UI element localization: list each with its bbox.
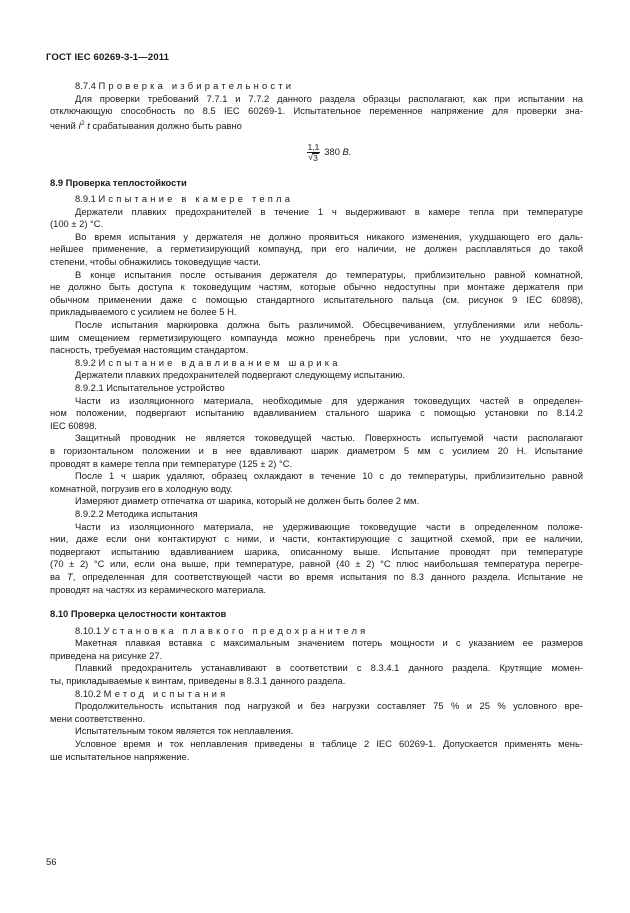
paragraph (75, 725, 583, 738)
subsection-title-8-9-2-1: 8.9.2.1 Испытательное устройство (75, 382, 225, 393)
paragraph (75, 738, 583, 751)
text-fragment: , определенная для соответствующей части во время испытания по 8.3 данного раздела. Испытание не (72, 570, 583, 582)
paragraph (50, 118, 583, 133)
paragraph (50, 445, 583, 458)
paragraph (75, 269, 583, 282)
paragraph (75, 662, 583, 675)
text-line: подвергают испытанию вдавливанием шарика, описанному выше. Испытание проводят при температуре (50, 545, 583, 557)
text-line: ном положении, подвергают испытанию вдавливанием стального шарика с помощью установки по 8.14.2 (50, 407, 583, 419)
subsection-number: 8.9.2 (75, 356, 99, 368)
temperature-symbol: T (67, 570, 73, 582)
paragraph (75, 495, 583, 508)
text-line: отключающую способность по 8.5 IEC 60269-1. Испытательное переменное напряжение для проверки зна- (50, 105, 583, 117)
paragraph (50, 294, 583, 307)
subsection-title-text (75, 80, 294, 91)
text-line: Условное время и ток неплавления приведены в таблице 2 IEC 60269-1. Допускается применять мень- (75, 738, 583, 750)
subsection-spaced-title: Испытание в камере тепла (98, 193, 294, 205)
document-body (50, 80, 583, 763)
text-line: комнатной, погрузив его в холодную воду. (50, 482, 233, 494)
paragraph (75, 93, 583, 106)
paragraph (75, 231, 583, 244)
subsection-number: 8.10.2 (75, 687, 104, 699)
text-line: проводят на частях из керамического материала. (50, 583, 266, 595)
text-line: Держатели плавких предохранителей в течение 1 ч выдерживают в камере тепла при температуре (75, 205, 583, 217)
subsection-title-text (75, 625, 368, 636)
text-line: в горизонтальном положении и в нее вдавливают шарик диаметром 5 мм с усилием 20 Н. Испытание (50, 444, 583, 456)
text-line: Держатели плавких предохранителей подвергают следующему испытанию. (75, 369, 406, 381)
paragraph (50, 650, 583, 663)
paragraph (50, 675, 583, 688)
text-line: После испытания маркировка должна быть различимой. Обесцвечиванием, углублениями или неболь- (75, 319, 583, 331)
text-line: не должно быть доступа к токоведущим частям, которые обычно недоступны при монтаже держателя при (50, 281, 583, 293)
subsection-spaced-title: Метод испытания (103, 687, 229, 699)
text-line: Измеряют диаметр отпечатка от шарика, который не должен быть более 2 мм. (75, 495, 420, 507)
text-line: мени соответственно. (50, 712, 146, 724)
paragraph (50, 218, 583, 231)
text-line: После 1 ч шарик удаляют, образец охлаждают в течение 10 с до температуры, приблизительно равной (75, 470, 583, 482)
text-line: ше испытательное напряжение. (50, 750, 190, 762)
subsection-title-text (75, 688, 228, 699)
subsection-number: 8.7.4 (75, 80, 99, 91)
text-line: пасность, требуемая настоящим стандартом. (50, 344, 249, 356)
text-line: Части из изоляционного материала, необходимые для удержания токоведущих частей в определен- (75, 394, 583, 406)
subsection-title-text (75, 193, 293, 204)
formula-fraction (307, 143, 321, 163)
subsection-spaced-title: Установка плавкого предохранителя (103, 624, 369, 636)
voltage-formula (75, 143, 583, 163)
text-line: нейшее применение, а герметизирующий компаунд, при его наличии, не должен расплавляться до такой (50, 243, 583, 255)
subsection-spaced-title: Испытание вдавливанием шарика (98, 356, 341, 368)
text-line: В конце испытания после остывания держателя до температуры, приблизительно равной комнатной, (75, 268, 583, 280)
text-line: проводят в камере тепла при температуре (125 ± 2) °С. (50, 457, 293, 469)
formula-value: 380 (324, 146, 340, 158)
formula-numerator: 1,1 (307, 141, 320, 152)
text-line: Защитный проводник не является токоведущей частью. Поверхность испытуемой части располагают (75, 432, 583, 444)
text-line: обычном применении даже с помощью стандартного испытательного пальца (см. рисунок 9 IEC 60898), (50, 293, 583, 305)
text-line: Плавкий предохранитель устанавливают в соответствии с 8.3.4.1 данного раздела. Крутящие момен- (75, 662, 583, 674)
subsection-title-8-9-2-2: 8.9.2.2 Методика испытания (75, 507, 198, 519)
text-fragment: срабатывания должно быть равно (89, 119, 242, 131)
paragraph (75, 369, 583, 382)
subsection-spaced-title: Проверка избирательности (98, 80, 295, 91)
paragraph (50, 483, 583, 496)
formula-unit: В. (342, 146, 352, 158)
subsection-title-8-9-1 (75, 193, 583, 206)
text-line: (70 ± 2) °С или, если она выше, при температуре, равной (40 ± 2) °С плюс наибольшая температура перегре- (50, 558, 583, 570)
paragraph (50, 558, 583, 571)
paragraph (50, 344, 583, 357)
text-line: IEC 60898. (50, 419, 97, 431)
paragraph (50, 713, 583, 726)
text-line: прикладываемого с усилием не более 5 Н. (50, 306, 237, 318)
paragraph (50, 546, 583, 559)
paragraph (75, 432, 583, 445)
subsection-number: 8.10.1 (75, 624, 104, 636)
text-line: Продолжительность испытания под нагрузкой и без нагрузки составляет 75 % и 25 % условного вре- (75, 700, 583, 712)
sqrt-icon: √ (308, 152, 314, 162)
formula-denominator (308, 153, 319, 163)
paragraph (50, 256, 583, 269)
text-line: Во время испытания у держателя не должно проявиться никакого изменения, ухудшающего его даль- (75, 230, 583, 242)
text-line: Испытательным током является ток неплавления. (75, 725, 294, 737)
text-line: ты, прикладываемые к винтам, приведены в 8.3.1 данного раздела. (50, 675, 346, 687)
text-fragment: ва (50, 570, 68, 582)
text-fragment: чений (50, 119, 79, 131)
paragraph (50, 571, 583, 584)
paragraph (50, 420, 583, 433)
time-symbol: t (84, 119, 90, 131)
paragraph (75, 700, 583, 713)
paragraph (50, 243, 583, 256)
subsection-title-8-10-2 (75, 688, 583, 701)
text-line: Макетная плавкая вставка с максимальным значением потерь мощности и с указанием ее размеров (75, 637, 583, 649)
page-number: 56 (46, 856, 57, 867)
paragraph (75, 206, 583, 219)
text-line: шим смещением герметизирующего компаунда можно пренебречь при условии, что не ухудшается безо- (50, 331, 583, 343)
text-line: Для проверки требований 7.7.1 и 7.7.2 данного раздела образцы располагают, как при испытании на (75, 92, 583, 104)
text-line: приведена на рисунке 27. (50, 649, 163, 661)
subsection-title-8-9-2 (75, 357, 583, 370)
subsection-number: 8.9.1 (75, 193, 99, 205)
document-header: ГОСТ IEC 60269-3-1—2011 (46, 52, 170, 63)
subsection-title-8-7-4 (75, 80, 583, 93)
superscript: 2 (80, 119, 85, 127)
paragraph (50, 584, 583, 597)
paragraph (75, 470, 583, 483)
paragraph (50, 281, 583, 294)
text-line: нии, даже если они контактируют с ними, и части, контактирующие с защитной схемой, при ее наличии, (50, 533, 583, 545)
text-line: Части из изоляционного материала, не удерживающие токоведущие части в определенном положе- (75, 520, 583, 532)
paragraph (50, 533, 583, 546)
paragraph (50, 407, 583, 420)
paragraph (75, 637, 583, 650)
paragraph (75, 521, 583, 534)
formula-radicand: 3 (313, 152, 318, 163)
paragraph (50, 306, 583, 319)
section-title-8-10: 8.10 Проверка целостности контактов (50, 608, 227, 620)
paragraph (75, 319, 583, 332)
paragraph (50, 105, 583, 118)
paragraph (50, 332, 583, 345)
paragraph (75, 395, 583, 408)
subsection-title-text (75, 357, 341, 368)
text-line: (100 ± 2) °С. (50, 218, 104, 230)
subsection-title-8-10-1 (75, 625, 583, 638)
paragraph (50, 458, 583, 471)
text-line: степени, чтобы обнажились токоведущие части. (50, 256, 261, 268)
paragraph (50, 751, 583, 764)
current-symbol: I (78, 119, 81, 131)
section-title-8-9: 8.9 Проверка теплостойкости (50, 176, 187, 188)
